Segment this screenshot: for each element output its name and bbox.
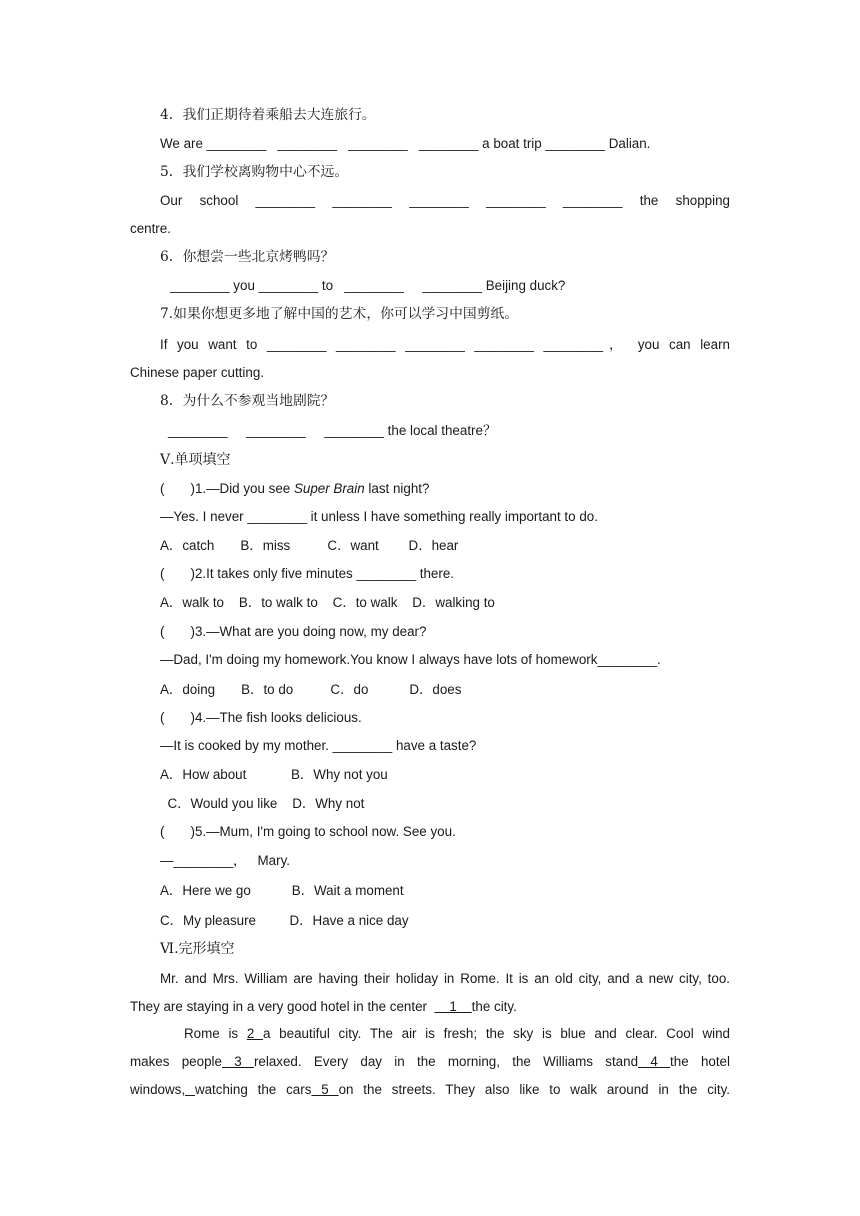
cloze-blank-unnumbered	[185, 1082, 195, 1097]
q7-chinese: 7.如果你想更多地了解中国的艺术，你可以学习中国剪纸。	[160, 306, 519, 322]
mc-question-3-response: —Dad, I'm doing my homework.You know I always have lots of homework________.	[160, 652, 661, 667]
mc-question-4-options-b: C．Would you like D．Why not	[160, 796, 365, 811]
cloze-blank-4: 4	[638, 1054, 671, 1069]
mc-question-2: ( )2.It takes only five minutes ________ there.	[160, 566, 455, 581]
cloze-paragraph1-line1: Mr. and Mrs. William are having their holiday in Rome. It is an old city, and a new city, too.	[160, 971, 730, 986]
cloze-blank-3: 3	[221, 1054, 254, 1069]
q4-english: We are ________ ________ ________ ________ a boat trip ________ Dalian.	[160, 136, 651, 151]
mc-question-5-response: —________， Mary.	[160, 853, 291, 868]
cloze-paragraph2-line3: windows, watching the cars 5 on the streets. They also like to walk around in the city.	[130, 1082, 731, 1097]
mc-question-5-options-b: C．My pleasure D．Have a nice day	[160, 913, 409, 928]
q4-chinese: 4．我们正期待着乘船去大连旅行。	[160, 107, 376, 123]
q7-english-line2: Chinese paper cutting.	[130, 365, 264, 380]
cloze-blank-2: 2	[246, 1026, 264, 1041]
cloze-blank-1: 1	[434, 999, 472, 1014]
section-vi-title: Ⅵ.完形填空	[160, 941, 235, 957]
q7-english-line1: If you want to ________ ________ ________ ________ ________， you can learn	[160, 337, 730, 352]
cloze-paragraph2-line1: Rome is 2 a beautiful city. The air is fresh; the sky is blue and clear. Cool wind	[184, 1026, 730, 1041]
cloze-paragraph2-line2: makes people 3 relaxed. Every day in the morning, the Williams stand 4 the hotel	[130, 1054, 730, 1069]
mc-question-3: ( )3.—What are you doing now, my dear?	[160, 624, 427, 639]
q5-english-line1: Our school ________ ________ ________ ________ ________ the shopping	[160, 193, 730, 208]
mc-question-3-options: A．doing B．to do C．do D．does	[160, 682, 462, 697]
q6-english: ________ you ________ to ________ ________ Beijing duck?	[170, 278, 566, 293]
mc-question-4-response: —It is cooked by my mother. ________ have a taste?	[160, 738, 477, 753]
cloze-paragraph1-line2: They are staying in a very good hotel in the center 1 the city.	[130, 999, 517, 1014]
mc-question-5: ( )5.—Mum, I'm going to school now. See you.	[160, 824, 456, 839]
mc-question-4: ( )4.—The fish looks delicious.	[160, 710, 362, 725]
mc-question-1-options: A．catch B．miss C．want D．hear	[160, 538, 459, 553]
q5-english-line2: centre.	[130, 221, 171, 236]
mc-question-2-options: A．walk to B．to walk to C．to walk D．walking to	[160, 595, 495, 610]
mc-question-1-response: —Yes. I never ________ it unless I have something really important to do.	[160, 509, 598, 524]
section-v-title: Ⅴ.单项填空	[160, 452, 231, 468]
mc-question-5-options-a: A．Here we go B．Wait a moment	[160, 883, 404, 898]
mc-question-1: ( )1.—Did you see Super Brain last night?	[160, 481, 430, 496]
q8-english: ________ ________ ________ the local theatre？	[168, 423, 497, 438]
q5-chinese: 5．我们学校离购物中心不远。	[160, 164, 349, 180]
cloze-blank-5: 5	[311, 1082, 339, 1097]
q6-chinese: 6．你想尝一些北京烤鸭吗？	[160, 249, 335, 265]
q8-chinese: 8．为什么不参观当地剧院？	[160, 393, 335, 409]
mc-question-4-options-a: A．How about B．Why not you	[160, 767, 388, 782]
